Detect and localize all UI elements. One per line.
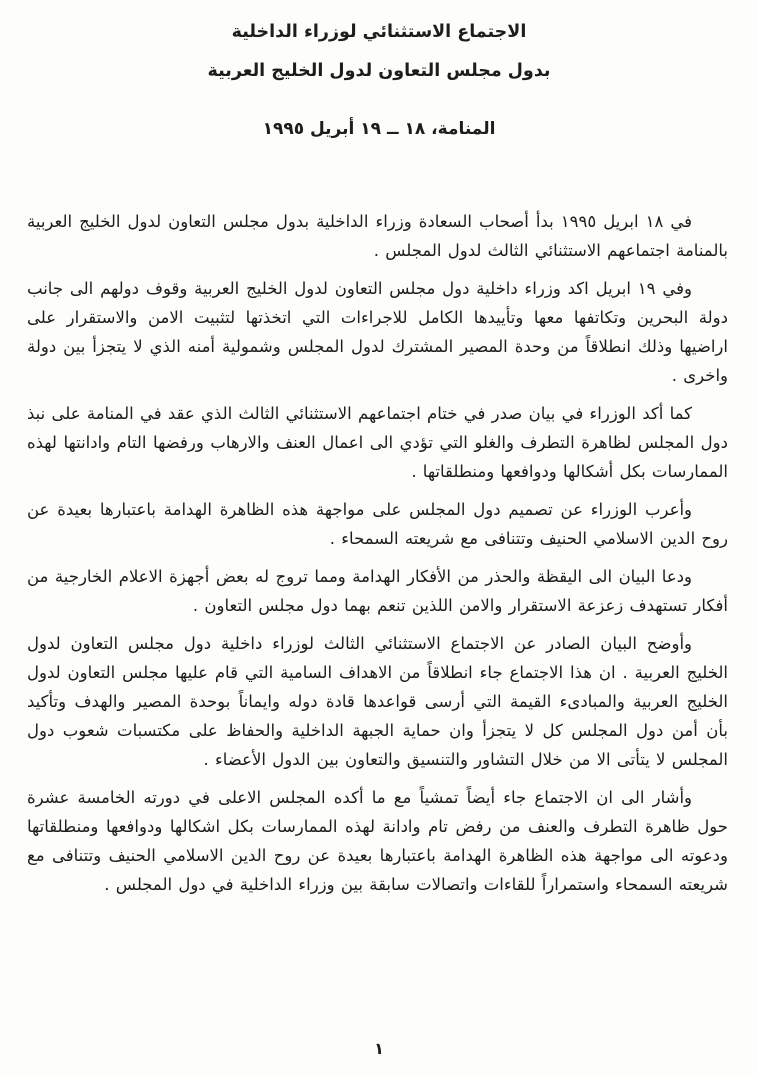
paragraph-determination: وأعرب الوزراء عن تصميم دول المجلس على مواجهة هذه الظاهرة الهدامة باعتبارها بعيدة عن روح الدين الاسلامي الحنيف وتتنافى مع شريعته السمحاء .	[27, 500, 728, 548]
document-title-line2: بدول مجلس التعاون لدول الخليج العربية	[207, 61, 551, 81]
paragraph-opening-session: في ١٨ ابريل ١٩٩٥ بدأ أصحاب السعادة وزراء الداخلية بدول مجلس التعاون لدول الخليج العربية بالمنامة اجتماعهم الاستثنائي الثالث لدول المجلس .	[27, 212, 728, 260]
page-number: ١	[374, 1039, 384, 1058]
document-title-line1: الاجتماع الاستثنائي لوزراء الداخلية	[231, 22, 527, 42]
paragraph-support-bahrain: وفي ١٩ ابريل اكد وزراء داخلية دول مجلس التعاون لدول الخليج العربية وقوف دولهم الى جانب دولة البحرين وتكاتفها معها وتأييدها الكامل للاجراءات التي اتخذتها لتثبيت الامن والاستقرار على اراضيها وذلك انطلاقاً من وحدة المصير المشترك لدول المجلس وشمولية أمنه الذي لا يتجزأ بين دولة واخرى .	[27, 279, 728, 385]
paragraph-statement-clarification: وأوضح البيان الصادر عن الاجتماع الاستثنائي الثالث لوزراء داخلية دول مجلس التعاون لدول الخليج العربية . ان هذا الاجتماع جاء انطلاقاً من الاهداف السامية التي قام عليها مجلس التعاون لدول الخليج العربية والمبادىء القيمة التي أرسى قواعدها قادة دوله وايماناً بوحدة المصير والهدف وتأكيد بأن أمن دول المجلس كل لا يتجزأ وان حماية الجبهة الداخلية والحفاظ على مكتسبات شعوب دول المجلس لا يتأتى الا من خلال التشاور والتنسيق والتعاون بين الدول الأعضاء .	[27, 634, 728, 769]
document-footer	[0, 1039, 758, 1058]
paragraph-vigilance-call: ودعا البيان الى اليقظة والحذر من الأفكار الهدامة ومما تروج له بعض أجهزة الاعلام الخارجية من أفكار تستهدف زعزعة الاستقرار والامن اللذين تنعم بهما دول مجلس التعاون .	[27, 567, 728, 615]
document-body	[0, 207, 758, 899]
paragraph-closing-statement: كما أكد الوزراء في بيان صدر في ختام اجتماعهم الاستثنائي الثالث الذي عقد في المنامة على نبذ دول المجلس لظاهرة التطرف والغلو التي تؤدي الى اعمال العنف والارهاب ورفضها التام وادانتها لهذه الممارسات بكل أشكالها ودوافعها ومنطلقاتها .	[27, 404, 728, 481]
document-dateline: المنامة، ١٨ ــ ١٩ أبريل ١٩٩٥	[262, 119, 496, 139]
document-header	[0, 0, 758, 139]
paragraph-supreme-council-reference: وأشار الى ان الاجتماع جاء أيضاً تمشياً مع ما أكده المجلس الاعلى في دورته الخامسة عشرة حول ظاهرة التطرف والعنف من رفض تام وادانة لهذه الممارسات بكل اشكالها ودوافعها ومنطلقاتها ودعوته الى مواجهة هذه الظاهرة الهدامة باعتبارها بعيدة عن روح الدين الاسلامي الحنيف وتتنافى مع شريعته السمحاء واستمراراً للقاءات واتصالات سابقة بين وزراء الداخلية في دول المجلس .	[27, 788, 728, 894]
